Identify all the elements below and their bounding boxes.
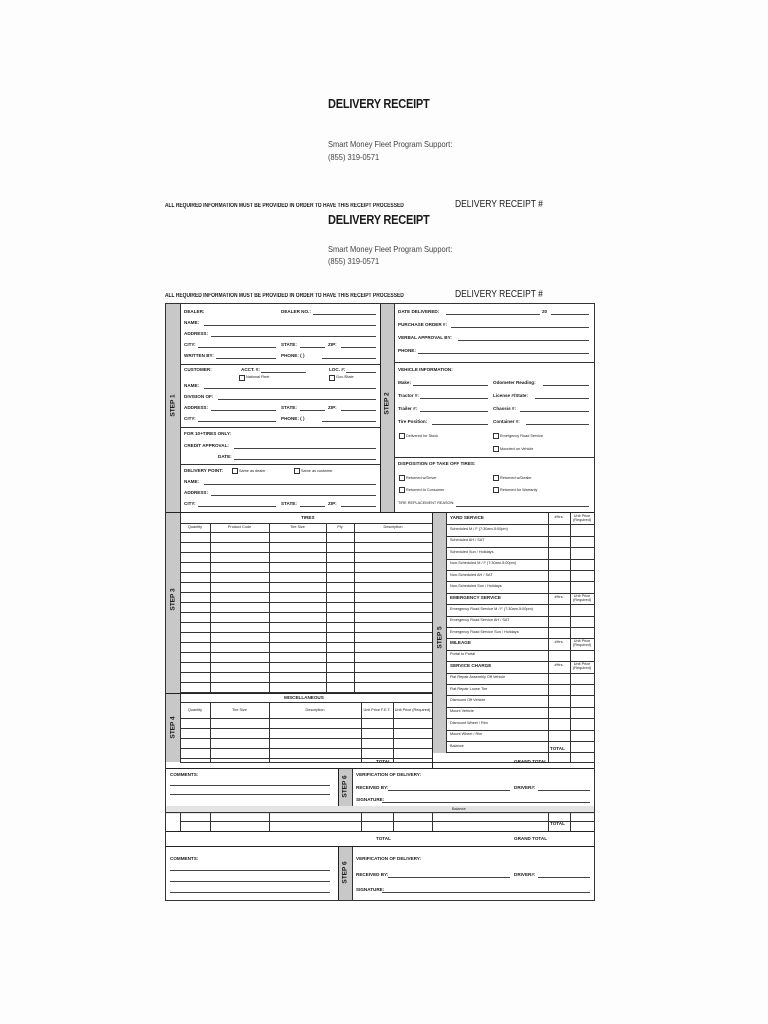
driver-label-2: DRIVER#:: [514, 872, 536, 877]
service-rule: [446, 650, 594, 651]
acct-label: ACCT. #:: [241, 367, 260, 372]
doc-title: DELIVERY RECEIPT: [328, 96, 430, 111]
table-row[interactable]: [180, 642, 432, 643]
cust-address-label: ADDRESS:: [184, 405, 208, 410]
table-row[interactable]: [180, 552, 432, 553]
table-row[interactable]: [180, 728, 432, 729]
tires-col-header: Tire Size: [290, 525, 305, 529]
service-section-title: MILEAGE: [450, 640, 471, 646]
cust-state-field[interactable]: [300, 410, 325, 411]
chassis-label: Chassis #:: [493, 406, 516, 411]
tire-position-label: Tire Position:: [398, 419, 428, 424]
received-by-field-2[interactable]: [388, 877, 510, 878]
step1-label: STEP 1: [169, 394, 177, 417]
emergency-road-label: Emergency Road Service: [500, 434, 544, 438]
unit-price-header: Unit Price (Required): [573, 662, 591, 671]
date-delivered-label: DATE DELIVERED:: [398, 309, 440, 314]
delivery-point-label: DELIVERY POINT:: [184, 468, 224, 473]
service-col-rule: [548, 513, 549, 762]
service-row-label: Flat Repair Assembly Off Vehicle: [450, 675, 506, 680]
table-row[interactable]: [180, 602, 432, 603]
returned-warranty-checkbox[interactable]: [493, 487, 499, 493]
returned-warranty-label: Returned for Warranty: [500, 488, 538, 492]
dp-address-field[interactable]: [211, 495, 376, 496]
year-field[interactable]: [551, 314, 589, 315]
signature-field[interactable]: [382, 802, 590, 803]
support-label-2: Smart Money Fleet Program Support:: [328, 244, 453, 254]
dp-state-label: STATE:: [281, 501, 297, 506]
table-row[interactable]: [180, 821, 594, 822]
city-label: CITY:: [184, 342, 196, 347]
division-field[interactable]: [218, 399, 376, 400]
service-col-rule: [570, 513, 571, 762]
vehicle-info-label: VEHICLE INFORMATION:: [398, 367, 453, 372]
name-label: NAME:: [184, 320, 200, 325]
step5-label: STEP 5: [436, 626, 444, 649]
phone-label: PHONE: ( ): [281, 353, 305, 358]
returned-dealer-label: Returned w/Dealer: [500, 476, 532, 480]
table-row[interactable]: [180, 542, 432, 543]
credit-date-field[interactable]: [234, 459, 376, 460]
hrs-header: #Hrs.: [554, 640, 564, 645]
service-row-label: Non-Scheduled AH / SAT: [450, 572, 493, 577]
unit-price-header: Unit Price (Required): [573, 639, 591, 648]
tires-col-header: Description: [383, 525, 403, 529]
odometer-label: Odometer Reading:: [493, 380, 536, 385]
same-dealer-checkbox[interactable]: [232, 468, 238, 474]
tractor-label: Tractor #:: [398, 393, 419, 398]
written-by-field[interactable]: [216, 358, 276, 359]
service-total-label: TOTAL: [550, 746, 565, 751]
s2-phone-field[interactable]: [418, 353, 589, 354]
step6-label: STEP 6: [341, 775, 349, 798]
table-row[interactable]: [446, 627, 594, 628]
loc-label: LOC. #:: [329, 367, 346, 372]
dealer-no-label: DEALER NO.:: [281, 309, 311, 314]
misc-col-header: Unit Price (Required): [394, 708, 431, 712]
table-row[interactable]: [180, 682, 432, 683]
table-row[interactable]: [446, 581, 594, 582]
cust-zip-field[interactable]: [341, 410, 376, 411]
misc-col-rule: [393, 702, 394, 762]
table-row[interactable]: [180, 672, 432, 673]
table-row[interactable]: [446, 695, 594, 696]
table-row[interactable]: [446, 616, 594, 617]
table-row[interactable]: [446, 707, 594, 708]
frag-total-label: TOTAL: [550, 821, 565, 826]
credit-approval-label: CREDIT APPROVAL:: [184, 443, 229, 448]
driver-field[interactable]: [538, 790, 590, 791]
misc-col-rule: [210, 702, 211, 762]
misc-col-header: Description: [305, 708, 325, 712]
tires-header-rule: [180, 532, 432, 533]
customer-label: CUSTOMER:: [184, 367, 212, 372]
date-delivered-field[interactable]: [446, 314, 540, 315]
frag-misc-total-label: TOTAL: [376, 836, 391, 841]
receipt-number-label: DELIVERY RECEIPT #: [455, 199, 543, 210]
misc-col-header: Unit Price F.E.T.: [363, 708, 391, 712]
service-row-label: Portal to Portal: [450, 652, 476, 657]
misc-total-label: TOTAL: [376, 759, 391, 764]
table-row[interactable]: [180, 622, 432, 623]
misc-header-rule: [180, 718, 432, 719]
grand-total-label: GRAND TOTAL: [514, 759, 548, 764]
same-customer-label: Same as customer: [301, 469, 333, 473]
doc-title-2: DELIVERY RECEIPT: [328, 212, 430, 227]
replacement-reason-label: TIRE REPLACEMENT REASON:: [398, 501, 455, 505]
frag-grand-total-label: GRAND TOTAL: [514, 836, 548, 841]
step4-label: STEP 4: [169, 716, 177, 739]
fragment-balance: Balance: [452, 807, 466, 811]
service-rule: [446, 524, 594, 525]
service-row-label: Non-Scheduled M / F (7:30am-5:00pm): [450, 561, 517, 566]
same-customer-checkbox[interactable]: [294, 468, 300, 474]
receipt-number-label-2: DELIVERY RECEIPT #: [455, 289, 543, 300]
gov-state-checkbox[interactable]: [329, 375, 335, 381]
make-label: Make:: [398, 380, 412, 385]
address-field[interactable]: [211, 336, 376, 337]
service-section-title: EMERGENCY SERVICE: [450, 594, 501, 600]
signature-label: SIGNATURE:: [356, 797, 385, 802]
table-row[interactable]: [180, 652, 432, 653]
table-row[interactable]: [180, 758, 432, 759]
city-field[interactable]: [198, 347, 276, 348]
name-field[interactable]: [204, 325, 376, 326]
disposition-label: DISPOSITION OF TAKE OFF TIRES:: [398, 461, 476, 466]
comments-2-line-3[interactable]: [170, 892, 330, 893]
delivery-form: [165, 303, 595, 901]
returned-consumer-label: Returned to Consumer: [406, 488, 445, 492]
service-row-label: Flat Repair Loose Tire: [450, 686, 488, 691]
emergency-road-checkbox[interactable]: [493, 433, 499, 439]
po-label: PURCHASE ORDER #:: [398, 322, 448, 327]
credit-date-label: DATE:: [218, 454, 232, 459]
hrs-header: #Hrs.: [554, 594, 564, 599]
division-label: DIVISION OF:: [184, 394, 214, 399]
comments-label: COMMENTS:: [170, 772, 199, 777]
misc-col-rule: [361, 702, 362, 762]
national-fleet-checkbox[interactable]: [239, 375, 245, 381]
step3-label: STEP 3: [169, 588, 177, 611]
driver-field-2[interactable]: [538, 877, 590, 878]
acct-field[interactable]: [261, 372, 306, 373]
received-by-label-2: RECEIVED BY:: [356, 872, 389, 877]
container-label: Container #:: [493, 419, 520, 424]
hrs-header: #Hrs.: [554, 663, 564, 668]
misc-col-rule: [269, 702, 270, 762]
cust-zip-label: ZIP:: [328, 405, 337, 410]
mounted-vehicle-label: Mounted on Vehicle: [500, 447, 534, 451]
service-section-title: SERVICE CHARGE: [450, 663, 492, 669]
verification-label-2: VERIFICATION OF DELIVERY:: [356, 856, 421, 861]
dp-name-field[interactable]: [204, 484, 376, 485]
table-row[interactable]: [180, 692, 432, 693]
table-row[interactable]: [180, 582, 432, 583]
service-rule: [446, 673, 594, 674]
support-phone-2: (855) 319-0571: [328, 256, 380, 266]
mounted-vehicle-checkbox[interactable]: [493, 446, 499, 452]
dp-address-label: ADDRESS:: [184, 490, 208, 495]
make-field[interactable]: [413, 385, 488, 386]
tires-col-header: Quantity: [187, 525, 203, 529]
returned-consumer-checkbox[interactable]: [399, 487, 405, 493]
tires-col-header: Ply: [337, 525, 343, 529]
support-label: Smart Money Fleet Program Support:: [328, 139, 453, 149]
state-field[interactable]: [300, 347, 325, 348]
dealer-no-field[interactable]: [313, 314, 376, 315]
table-row[interactable]: [446, 559, 594, 560]
dp-zip-label: ZIP:: [328, 501, 337, 506]
tires-col-header: Product Code: [227, 525, 252, 529]
table-row[interactable]: [180, 738, 432, 739]
same-dealer-label: Same as dealer: [239, 469, 266, 473]
tractor-field[interactable]: [420, 398, 488, 399]
year-label: 20: [542, 309, 548, 314]
service-row-label: Mount Vehicle: [450, 709, 474, 714]
comments-label-2: COMMENTS:: [170, 856, 199, 861]
table-row[interactable]: [180, 612, 432, 613]
cust-city-label: CITY:: [184, 416, 196, 421]
dealer-label: DEALER:: [184, 309, 205, 314]
signature-label-2: SIGNATURE:: [356, 887, 385, 892]
service-row-label: Emergency Road Service M / F (7:30am-5:00pm): [450, 606, 533, 611]
cust-city-field[interactable]: [198, 421, 276, 422]
service-row-label: Mount Wheel / Rim: [450, 732, 483, 737]
delivered-stock-label: Delivered for Stock: [406, 434, 439, 438]
cust-name-label: NAME:: [184, 383, 200, 388]
misc-col-header: Quantity: [187, 708, 203, 712]
cust-phone-field[interactable]: [322, 421, 376, 422]
comments-2-line-2[interactable]: [170, 881, 330, 882]
service-rule: [446, 604, 594, 605]
s2-phone-label: PHONE:: [398, 348, 416, 353]
phone-field[interactable]: [322, 358, 376, 359]
table-row[interactable]: [446, 684, 594, 685]
service-row-label: Balance: [450, 743, 464, 748]
table-row[interactable]: [446, 547, 594, 548]
for-tires-label: FOR 10+TIRES ONLY:: [184, 431, 232, 436]
verbal-approval-label: VERBAL APPROVAL BY:: [398, 335, 452, 340]
service-row-label: Emergency Road Service AH / SAT: [450, 618, 510, 623]
chassis-field[interactable]: [520, 411, 589, 412]
table-row[interactable]: [180, 562, 432, 563]
tires-col-rule: [354, 523, 355, 693]
cust-name-field[interactable]: [204, 388, 376, 389]
verification-label: VERIFICATION OF DELIVERY:: [356, 772, 421, 777]
zip-label: ZIP:: [328, 342, 337, 347]
table-row[interactable]: [446, 718, 594, 719]
support-phone: (855) 319-0571: [328, 152, 380, 162]
loc-field[interactable]: [346, 372, 376, 373]
container-field[interactable]: [526, 424, 589, 425]
license-label: License #/State:: [493, 393, 528, 398]
table-row[interactable]: [180, 662, 432, 663]
trailer-field[interactable]: [420, 411, 488, 412]
address-label: ADDRESS:: [184, 331, 208, 336]
service-row-label: Scheduled AH / SAT: [450, 538, 485, 543]
state-label: STATE:: [281, 342, 297, 347]
table-row[interactable]: [446, 536, 594, 537]
misc-heading: MISCELLANEOUS: [284, 695, 324, 700]
tires-col-rule: [269, 523, 270, 693]
table-row[interactable]: [446, 752, 594, 753]
table-row[interactable]: [180, 572, 432, 573]
service-row-label: Emergency Road Service Sun / Holidays: [450, 629, 519, 634]
odometer-field[interactable]: [543, 385, 589, 386]
table-row[interactable]: [180, 748, 432, 749]
tires-heading: TIRES: [301, 515, 315, 520]
received-by-label: RECEIVED BY:: [356, 785, 389, 790]
returned-dealer-checkbox[interactable]: [493, 475, 499, 481]
delivered-stock-checkbox[interactable]: [399, 433, 405, 439]
returned-driver-checkbox[interactable]: [399, 475, 405, 481]
dp-state-field[interactable]: [300, 506, 325, 507]
service-row-label: Dismount Off Vehicle: [450, 697, 486, 702]
misc-col-header: Tire Size: [232, 708, 247, 712]
table-row[interactable]: [180, 632, 432, 633]
license-field[interactable]: [535, 398, 589, 399]
received-by-field[interactable]: [388, 790, 510, 791]
unit-price-header: Unit Price (Required): [573, 514, 591, 522]
table-row[interactable]: [446, 741, 594, 742]
table-row[interactable]: [446, 570, 594, 571]
cust-phone-label: PHONE: ( ): [281, 416, 305, 421]
national-fleet-label: National Fleet: [246, 375, 270, 379]
dp-name-label: NAME:: [184, 479, 200, 484]
cust-address-field[interactable]: [211, 410, 276, 411]
hrs-header: #Hrs.: [554, 515, 564, 519]
comments-line-1[interactable]: [170, 785, 330, 786]
tires-col-rule: [210, 523, 211, 693]
comments-2-line-1[interactable]: [170, 870, 330, 871]
service-row-label: Scheduled M / F (7:30am-5:00pm): [450, 526, 508, 531]
step2-label: STEP 2: [383, 392, 391, 415]
signature-field-2[interactable]: [382, 892, 590, 893]
service-section-title: YARD SERVICE: [450, 515, 484, 520]
dp-zip-field[interactable]: [341, 506, 376, 507]
required-notice: ALL REQUIRED INFORMATION MUST BE PROVIDED IN ORDER TO HAVE THIS RECEIPT PROCESSED: [165, 203, 404, 209]
tires-col-rule: [326, 523, 327, 693]
zip-field[interactable]: [341, 347, 376, 348]
table-row[interactable]: [180, 592, 432, 593]
required-notice-2: ALL REQUIRED INFORMATION MUST BE PROVIDED IN ORDER TO HAVE THIS RECEIPT PROCESSED: [165, 293, 404, 299]
step6-label-2: STEP 6: [341, 861, 349, 884]
dp-city-label: CITY:: [184, 501, 196, 506]
table-row[interactable]: [446, 730, 594, 731]
written-by-label: WRITTEN BY:: [184, 353, 214, 358]
driver-label: DRIVER#:: [514, 785, 536, 790]
replacement-reason-field[interactable]: [456, 506, 589, 507]
tire-position-field[interactable]: [432, 424, 488, 425]
po-field[interactable]: [451, 327, 589, 328]
credit-approval-field[interactable]: [234, 448, 376, 449]
service-row-label: Non-Scheduled Sun / Holidays: [450, 583, 502, 588]
unit-price-header: Unit Price (Required): [573, 593, 591, 602]
gov-state-label: Gov./State: [336, 375, 354, 379]
verbal-approval-field[interactable]: [458, 340, 589, 341]
trailer-label: Trailer #:: [398, 406, 418, 411]
dp-city-field[interactable]: [198, 506, 276, 507]
comments-line-2[interactable]: [170, 794, 330, 795]
returned-driver-label: Returned w/Driver: [406, 476, 437, 480]
service-row-label: Dismount Wheel / Rim: [450, 720, 488, 725]
service-row-label: Scheduled Sun / Holidays: [450, 549, 494, 554]
cust-state-label: STATE:: [281, 405, 297, 410]
